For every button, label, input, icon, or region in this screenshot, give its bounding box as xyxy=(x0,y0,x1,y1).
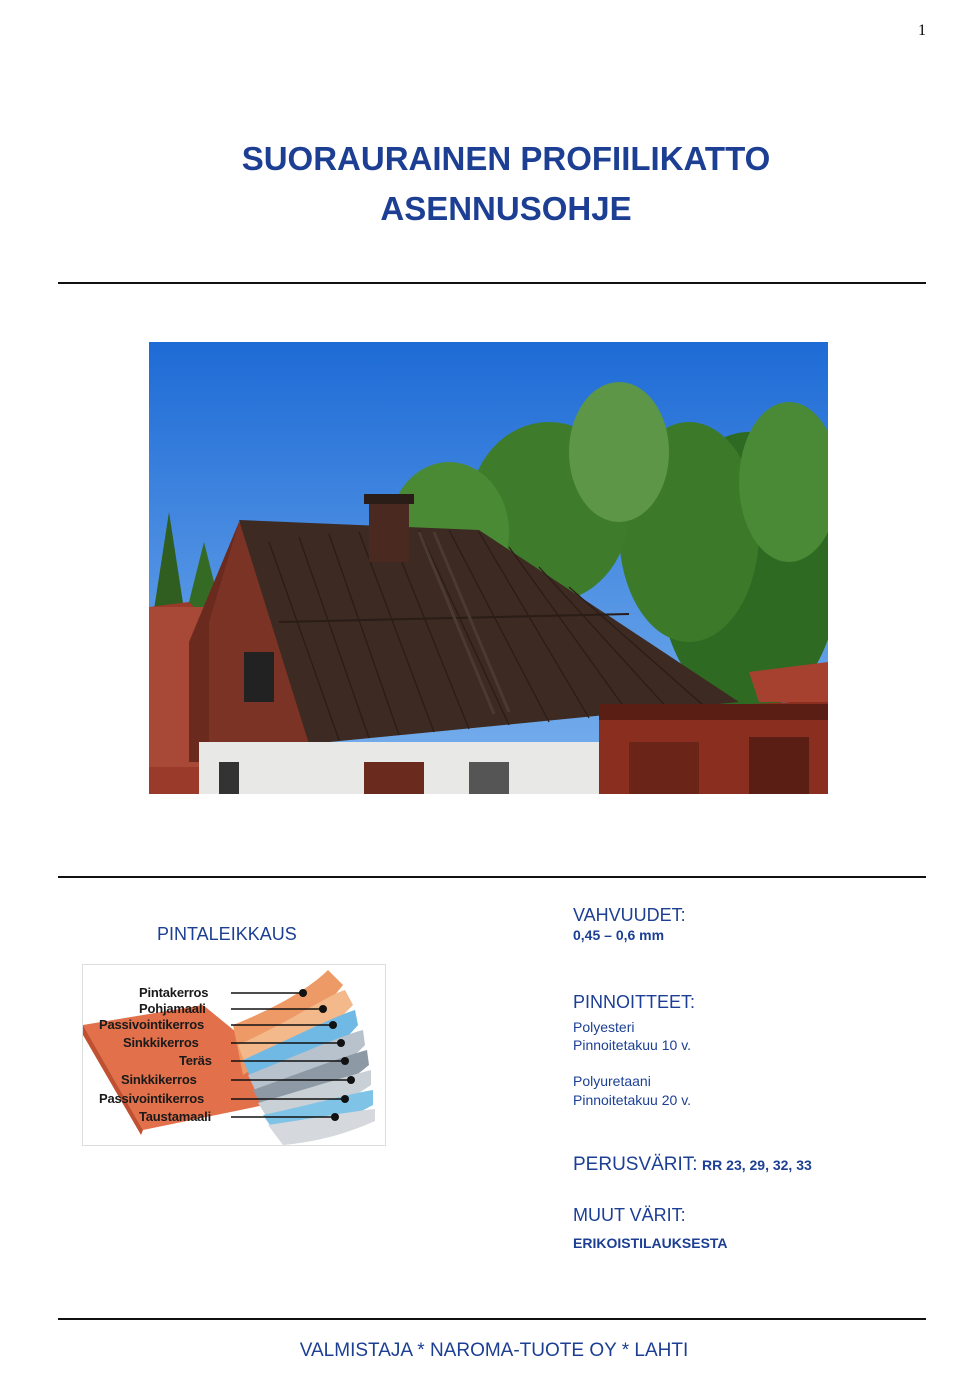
page-number: 1 xyxy=(918,22,926,39)
layer-label: Taustamaali xyxy=(139,1109,211,1124)
layer-label: Sinkkikerros xyxy=(121,1072,197,1087)
layer-label: Passivointikerros xyxy=(99,1091,204,1106)
other-colors-value: ERIKOISTILAUKSESTA xyxy=(573,1235,728,1251)
coating-name: Polyuretaani xyxy=(573,1073,651,1089)
layer-label: Teräs xyxy=(179,1053,212,1068)
page-subtitle: ASENNUSOHJE xyxy=(380,190,632,227)
cross-section-heading: PINTALEIKKAUS xyxy=(157,924,297,944)
coating-warranty: Pinnoitetakuu 10 v. xyxy=(573,1037,692,1053)
thickness-heading: VAHVUUDET: xyxy=(573,905,686,925)
thickness-value: 0,45 – 0,6 mm xyxy=(573,927,665,943)
base-colors-values: RR 23, 29, 32, 33 xyxy=(702,1157,812,1173)
layer-label: Pohjamaali xyxy=(139,1001,206,1016)
footer-manufacturer: VALMISTAJA * NAROMA-TUOTE OY * LAHTI xyxy=(299,1340,689,1361)
divider-middle xyxy=(58,876,926,878)
other-colors-heading: MUUT VÄRIT: xyxy=(573,1205,686,1225)
layer-label: Passivointikerros xyxy=(99,1017,204,1032)
layer-label: Sinkkikerros xyxy=(123,1035,199,1050)
page-title: SUORAURAINEN PROFIILIKATTO xyxy=(241,140,771,177)
divider-bottom xyxy=(58,1318,926,1320)
coating-name: Polyesteri xyxy=(573,1019,635,1035)
base-colors-heading: PERUSVÄRIT: xyxy=(573,1154,698,1175)
coatings-heading: PINNOITTEET: xyxy=(573,992,696,1012)
coating-warranty: Pinnoitetakuu 20 v. xyxy=(573,1092,692,1108)
layer-label: Pintakerros xyxy=(139,985,209,1000)
coating-layers-diagram xyxy=(82,964,386,1146)
divider-top xyxy=(58,282,926,284)
roof-photo xyxy=(149,342,828,794)
base-colors xyxy=(573,1154,812,1176)
